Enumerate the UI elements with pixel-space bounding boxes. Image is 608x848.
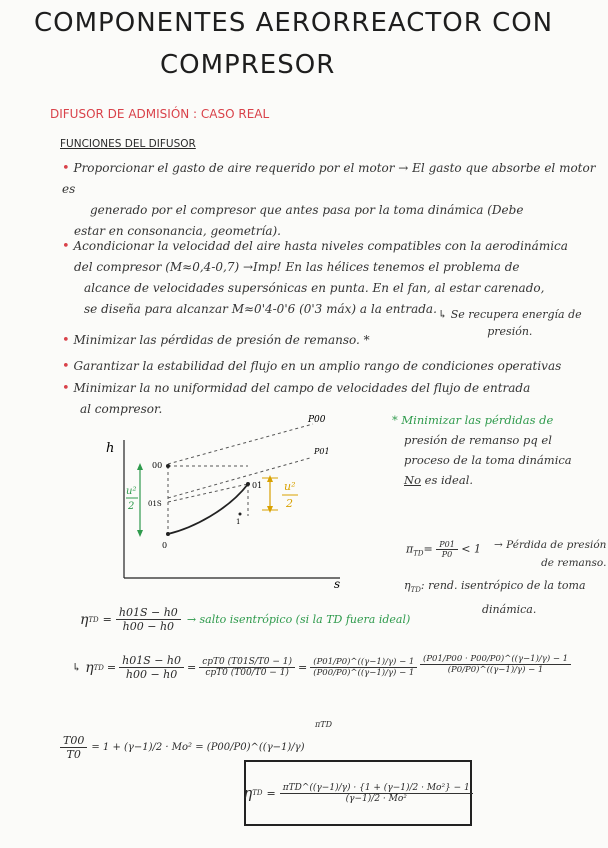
pi-symbol: π [406,542,414,556]
frac-den: (P0/P0)^((γ−1)/γ) − 1 [447,665,544,675]
isobar-label-p00: P00 [308,415,326,425]
formula-arrow: ↳ [72,661,82,674]
star-note-line: proceso de la toma dinámica [404,453,572,467]
bullet-3 [62,330,370,351]
frac-num: (P01/P00 · P00/P0)^((γ−1)/γ) − 1 [420,654,571,665]
eta-symbol: η [404,579,411,592]
s-axis-label: s [334,577,341,591]
star-note-no: No [404,473,421,487]
star-note-line: * Minimizar las pérdidas de [392,413,554,427]
bullet-dot: • [62,333,70,348]
pi-desc-line: de remanso. [541,557,607,569]
page-title: COMPONENTES AERORREACTOR CON [34,8,554,38]
pi-td-under: πTD [315,720,333,729]
point-label-01s: 01S [148,500,162,508]
frac-den: T0 [66,748,81,761]
green-arrow-head [137,530,143,537]
pi-desc-line: → Pérdida de presión [494,539,607,551]
frac-den: h00 − h0 [125,668,178,681]
boxed-result: η TD = $\frac{\text{πTD\textasciicircum{}((γ−1)/γ) · \{1 + (γ−1)/2 · Mo²\} − 1}}{\text{(γ−1)/2 · Mo²}}$ [244,760,472,826]
bullet-text: estar en consonancia, geometría). [74,224,281,238]
formula-fraction-r [310,657,417,678]
star-note-line: presión de remanso pq el [404,433,552,447]
bullet-text: al compresor. [80,402,163,416]
formula-fraction-r-wrap [310,657,417,678]
t-fraction [60,734,87,761]
frac-den: (P00/P0)^((γ−1)/γ) − 1 [313,668,415,678]
formula-eta-def: η TD = $\frac{h01S - h0}{h00 - h0}$ → salto isentrópico (si la TD fuera ideal) [80,606,411,633]
formula-symbol: η [80,611,89,628]
bullet-text: Minimizar la no uniformidad del campo de velocidades del flujo de entrada [73,381,531,395]
point-00 [166,464,170,468]
formula-fraction [119,654,184,681]
eta-desc-line: dinámica. [482,603,537,617]
frac-den: cpT0 (T00/T0 − 1) [205,668,289,678]
gold-label-num: u² [284,480,296,493]
pi-definition: $\pi_{TD}=$ $\frac{P01}{P0}$ < 1 [406,540,482,559]
formula-eta-far [420,654,571,675]
process-curve [168,484,248,534]
boxed-symbol: η [243,784,253,802]
bullet-text: Garantizar la estabilidad del flujo en un amplio rango de condiciones operativas [73,359,562,373]
pi-subscript: TD [413,549,424,558]
isobar-label-p01: P01 [314,447,330,456]
frac-den: h00 − h0 [122,620,175,633]
point-0 [166,532,170,536]
bullet-text: Minimizar las pérdidas de presión de remanso. * [73,333,370,347]
point-01 [246,482,250,486]
boxed-fraction [280,783,473,804]
frac-num: T00 [60,734,87,748]
gold-label-den: 2 [286,497,293,510]
bullet-1 [62,158,602,242]
frac-den: (γ−1)/2 · Mo² [345,793,407,804]
bullet-text: Acondicionar la velocidad del aire hasta niveles compatibles con la aerodinámica [73,239,568,253]
equals: = [187,661,197,674]
frac-num: cpT0 (T01S/T0 − 1) [199,657,295,668]
note-text: presión. [487,325,533,338]
eta-definition [404,576,586,620]
note-text: ↳ Se recupera energía de [438,308,582,321]
formula-eta-expand: ↳ η TD = $\frac{h01S - h0}{h00 - h0}$ = $\frac{\text{cpT0 (T01S/T0 − 1)}}{\text{cpT0 (T00/T0 − 1)}}$ = $\frac{(P01/P0)\^{}((\gamma-1)/\gamma) - 1}{(P00/P0)\^{}((\gamma-1)/\gamma) - 1}$ [72,654,417,681]
bullet-text: alcance de velocidades supersónicas en punta. En el fan, al estar carenado, [84,281,545,295]
eta-desc-line: : rend. isentrópico de la toma [420,579,586,592]
point-label-00: 00 [152,461,163,470]
formula-subscript: TD [88,615,99,624]
frac-num: πTD^((γ−1)/γ) · {1 + (γ−1)/2 · Mo²} − 1 [280,783,473,794]
section-heading: DIFUSOR DE ADMISIÓN : CASO REAL [50,107,270,121]
formula-fraction [116,606,181,633]
pi-description [494,536,606,572]
pi-frac-num: P01 [436,540,458,550]
subsection-heading: FUNCIONES DEL DIFUSOR [60,138,196,150]
level-01s [168,484,248,502]
bullet-text: Proporcionar el gasto de aire requerido por el motor → El gasto que absorbe el motor es [62,161,596,196]
point-label-01: 01 [252,481,263,490]
formula-fraction-mid [199,657,295,678]
bullet-2-note [438,306,582,340]
green-arrow-head [137,463,143,470]
bullet-dot: • [62,359,70,374]
bullet-4 [62,356,608,377]
h-axis-label: h [106,441,115,456]
point-1 [239,513,242,516]
isobar-p00 [168,424,313,464]
formula-t00 [60,734,305,761]
formula-note: → salto isentrópico (si la TD fuera ideal) [186,613,411,626]
frac-num: (P01/P0)^((γ−1)/γ) − 1 [310,657,417,668]
page-title-line2: COMPRESOR [160,50,336,80]
point-label-1: 1 [236,518,241,526]
hs-diagram [98,415,358,591]
bullet-dot: • [62,381,70,396]
star-note [392,410,572,490]
formula-subscript: TD [93,663,104,672]
eta-subscript: TD [410,586,421,595]
green-label-den: 2 [128,501,135,512]
bullet-text: del compresor (M≈0,4-0,7) →Imp! En las hélices tenemos el problema de [74,260,520,274]
bullet-dot: • [62,239,70,254]
t-relation: = 1 + (γ−1)/2 · Mo² = (P00/P0)^((γ−1)/γ) [91,742,305,753]
formula-symbol: η [85,659,94,676]
bullet-text: se diseña para alcanzar M≈0'4-0'6 (0'3 máx) a la entrada. [84,302,437,316]
boxed-subscript: TD [252,789,263,797]
pi-relation: < 1 [461,542,482,556]
green-label-num: u² [126,486,137,497]
frac-num: h01S − h0 [116,606,181,620]
frac-num: h01S − h0 [119,654,184,668]
bullet-dot: • [62,161,70,176]
point-label-0: 0 [162,541,168,550]
pi-frac-den: P0 [441,550,453,559]
bullet-text: generado por el compresor que antes pasa por la toma dinámica (Debe [90,203,524,217]
formula-fraction-far [420,654,571,675]
pi-fraction [436,540,458,559]
star-note-line: es ideal. [421,473,474,487]
